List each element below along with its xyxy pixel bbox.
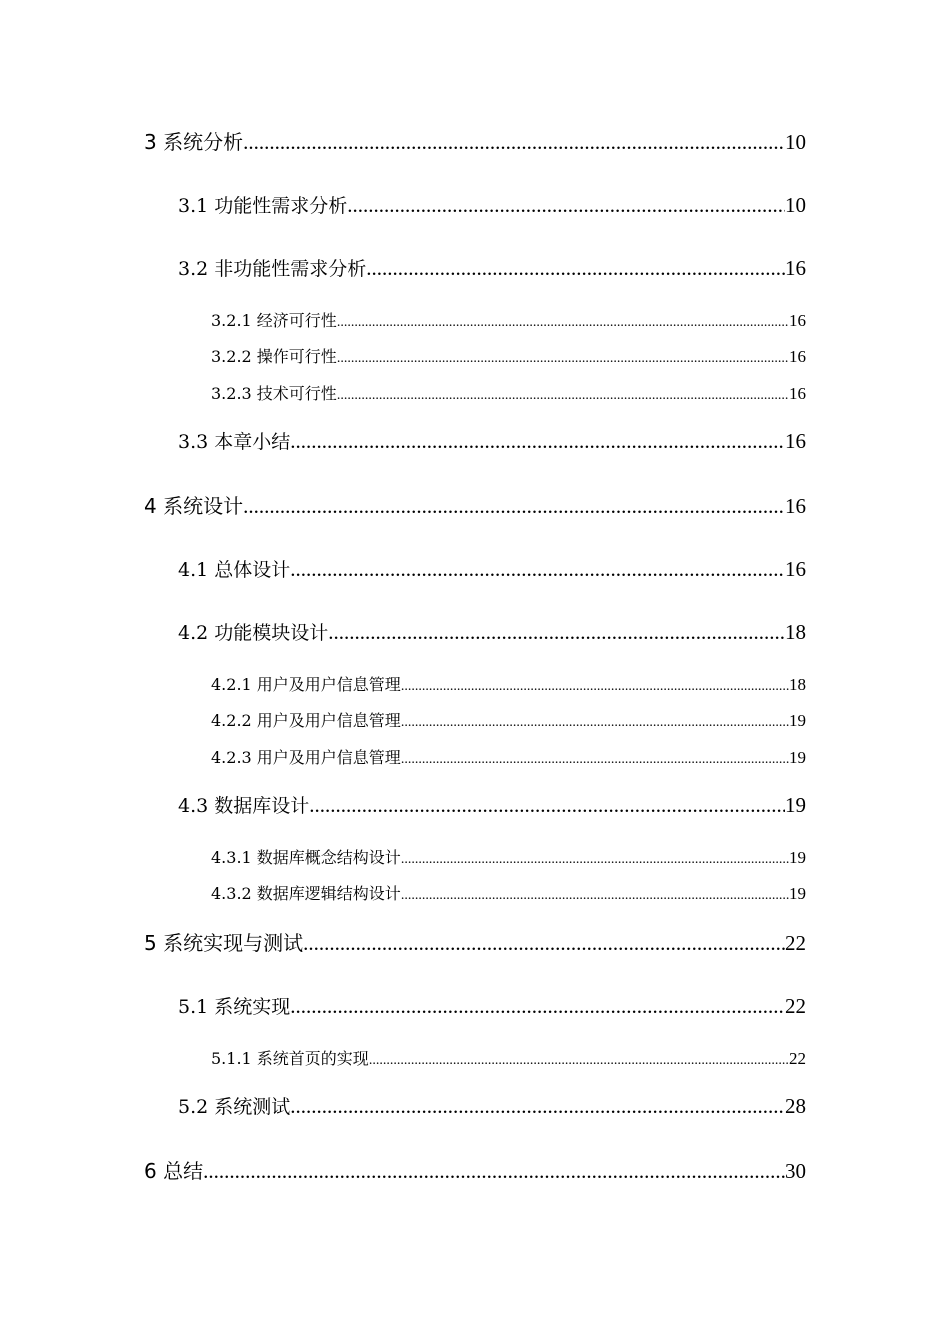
toc-leader-dots — [243, 494, 785, 519]
toc-entry-page: 16 — [785, 256, 806, 280]
toc-entry[interactable] — [211, 1046, 806, 1069]
toc-entry-page: 19 — [789, 884, 806, 903]
toc-leader-dots — [337, 351, 789, 367]
toc-entry[interactable] — [211, 344, 806, 367]
toc-entry-title: 3.2 非功能性需求分析 — [178, 258, 367, 280]
toc-entry[interactable] — [211, 672, 806, 695]
toc-entry-page: 18 — [789, 675, 806, 694]
toc-leader-dots — [369, 1053, 789, 1069]
toc-entry-page: 28 — [785, 1094, 806, 1118]
toc-entry[interactable] — [178, 791, 806, 818]
toc-entry-title: 5.1 系统实现 — [178, 996, 291, 1018]
toc-entry-title: 4.2.2 用户及用户信息管理 — [211, 711, 401, 730]
toc-entry-page: 18 — [785, 620, 806, 644]
toc-entry[interactable] — [211, 881, 806, 904]
toc-entry-title: 4.3.2 数据库逻辑结构设计 — [211, 884, 401, 903]
toc-entry-title: 3.2.2 操作可行性 — [211, 347, 337, 366]
toc-entry-title: 5.2 系统测试 — [178, 1096, 291, 1118]
toc-entry[interactable] — [178, 992, 806, 1019]
toc-entry-title: 3.2.3 技术可行性 — [211, 384, 337, 403]
toc-entry-title: 5.1.1 系统首页的实现 — [211, 1049, 369, 1068]
toc-entry-title: 5 系统实现与测试 — [144, 931, 304, 955]
toc-entry[interactable] — [178, 555, 806, 582]
toc-entry-page: 16 — [785, 494, 806, 518]
toc-entry[interactable] — [178, 618, 806, 645]
toc-entry-page: 16 — [789, 384, 806, 403]
toc-leader-dots — [290, 1094, 785, 1119]
toc-entry[interactable] — [144, 126, 806, 155]
toc-leader-dots — [290, 994, 785, 1019]
toc-entry-page: 10 — [785, 130, 806, 154]
toc-entry-title: 3.1 功能性需求分析 — [178, 195, 348, 217]
toc-leader-dots — [366, 256, 785, 281]
toc-entry-page: 22 — [785, 931, 806, 955]
toc-entry-page: 19 — [789, 848, 806, 867]
toc-entry[interactable] — [144, 1155, 806, 1184]
toc-leader-dots — [401, 852, 789, 868]
toc-entry-page: 19 — [789, 748, 806, 767]
toc-leader-dots — [337, 388, 789, 404]
toc-entry[interactable] — [178, 1092, 806, 1119]
toc-entry-page: 19 — [785, 793, 806, 817]
toc-entry-title: 3 系统分析 — [144, 130, 244, 154]
toc-leader-dots — [337, 315, 789, 331]
toc-entry-page: 10 — [785, 193, 806, 217]
toc-entry[interactable] — [178, 191, 806, 218]
toc-leader-dots — [401, 679, 789, 695]
toc-entry-title: 4.3.1 数据库概念结构设计 — [211, 848, 401, 867]
toc-entry-title: 4.2 功能模块设计 — [178, 622, 329, 644]
toc-entry[interactable] — [211, 845, 806, 868]
toc-entry-page: 16 — [789, 347, 806, 366]
toc-entry-title: 3.3 本章小结 — [178, 431, 291, 453]
toc-leader-dots — [303, 931, 785, 956]
toc-entry[interactable] — [211, 308, 806, 331]
toc-entry-page: 16 — [785, 557, 806, 581]
toc-entry-title: 4.2.3 用户及用户信息管理 — [211, 748, 401, 767]
toc-leader-dots — [309, 793, 785, 818]
toc-entry[interactable] — [144, 927, 806, 956]
toc-entry[interactable] — [178, 427, 806, 454]
toc-entry[interactable] — [144, 490, 806, 519]
toc-entry-title: 6 总结 — [144, 1159, 204, 1183]
toc-entry-page: 22 — [789, 1049, 806, 1068]
toc-leader-dots — [328, 620, 785, 645]
toc-entry-title: 3.2.1 经济可行性 — [211, 311, 337, 330]
toc-entry[interactable] — [211, 745, 806, 768]
toc-entry-title: 4 系统设计 — [144, 494, 244, 518]
toc-entry-title: 4.1 总体设计 — [178, 559, 291, 581]
toc-leader-dots — [290, 557, 785, 582]
toc-leader-dots — [347, 193, 785, 218]
toc-entry[interactable] — [178, 254, 806, 281]
toc-entry-page: 19 — [789, 711, 806, 730]
toc-entry-page: 22 — [785, 994, 806, 1018]
toc-entry-title: 4.2.1 用户及用户信息管理 — [211, 675, 401, 694]
toc-entry[interactable] — [211, 381, 806, 404]
toc-leader-dots — [401, 752, 789, 768]
toc-entry-page: 16 — [789, 311, 806, 330]
toc-entry-title: 4.3 数据库设计 — [178, 795, 310, 817]
toc-entry-page: 30 — [785, 1159, 806, 1183]
toc-entry[interactable] — [211, 708, 806, 731]
toc-leader-dots — [401, 715, 789, 731]
toc-leader-dots — [290, 429, 785, 454]
toc-leader-dots — [401, 888, 789, 904]
toc-entry-page: 16 — [785, 429, 806, 453]
toc-leader-dots — [243, 130, 785, 155]
toc-leader-dots — [203, 1159, 785, 1184]
